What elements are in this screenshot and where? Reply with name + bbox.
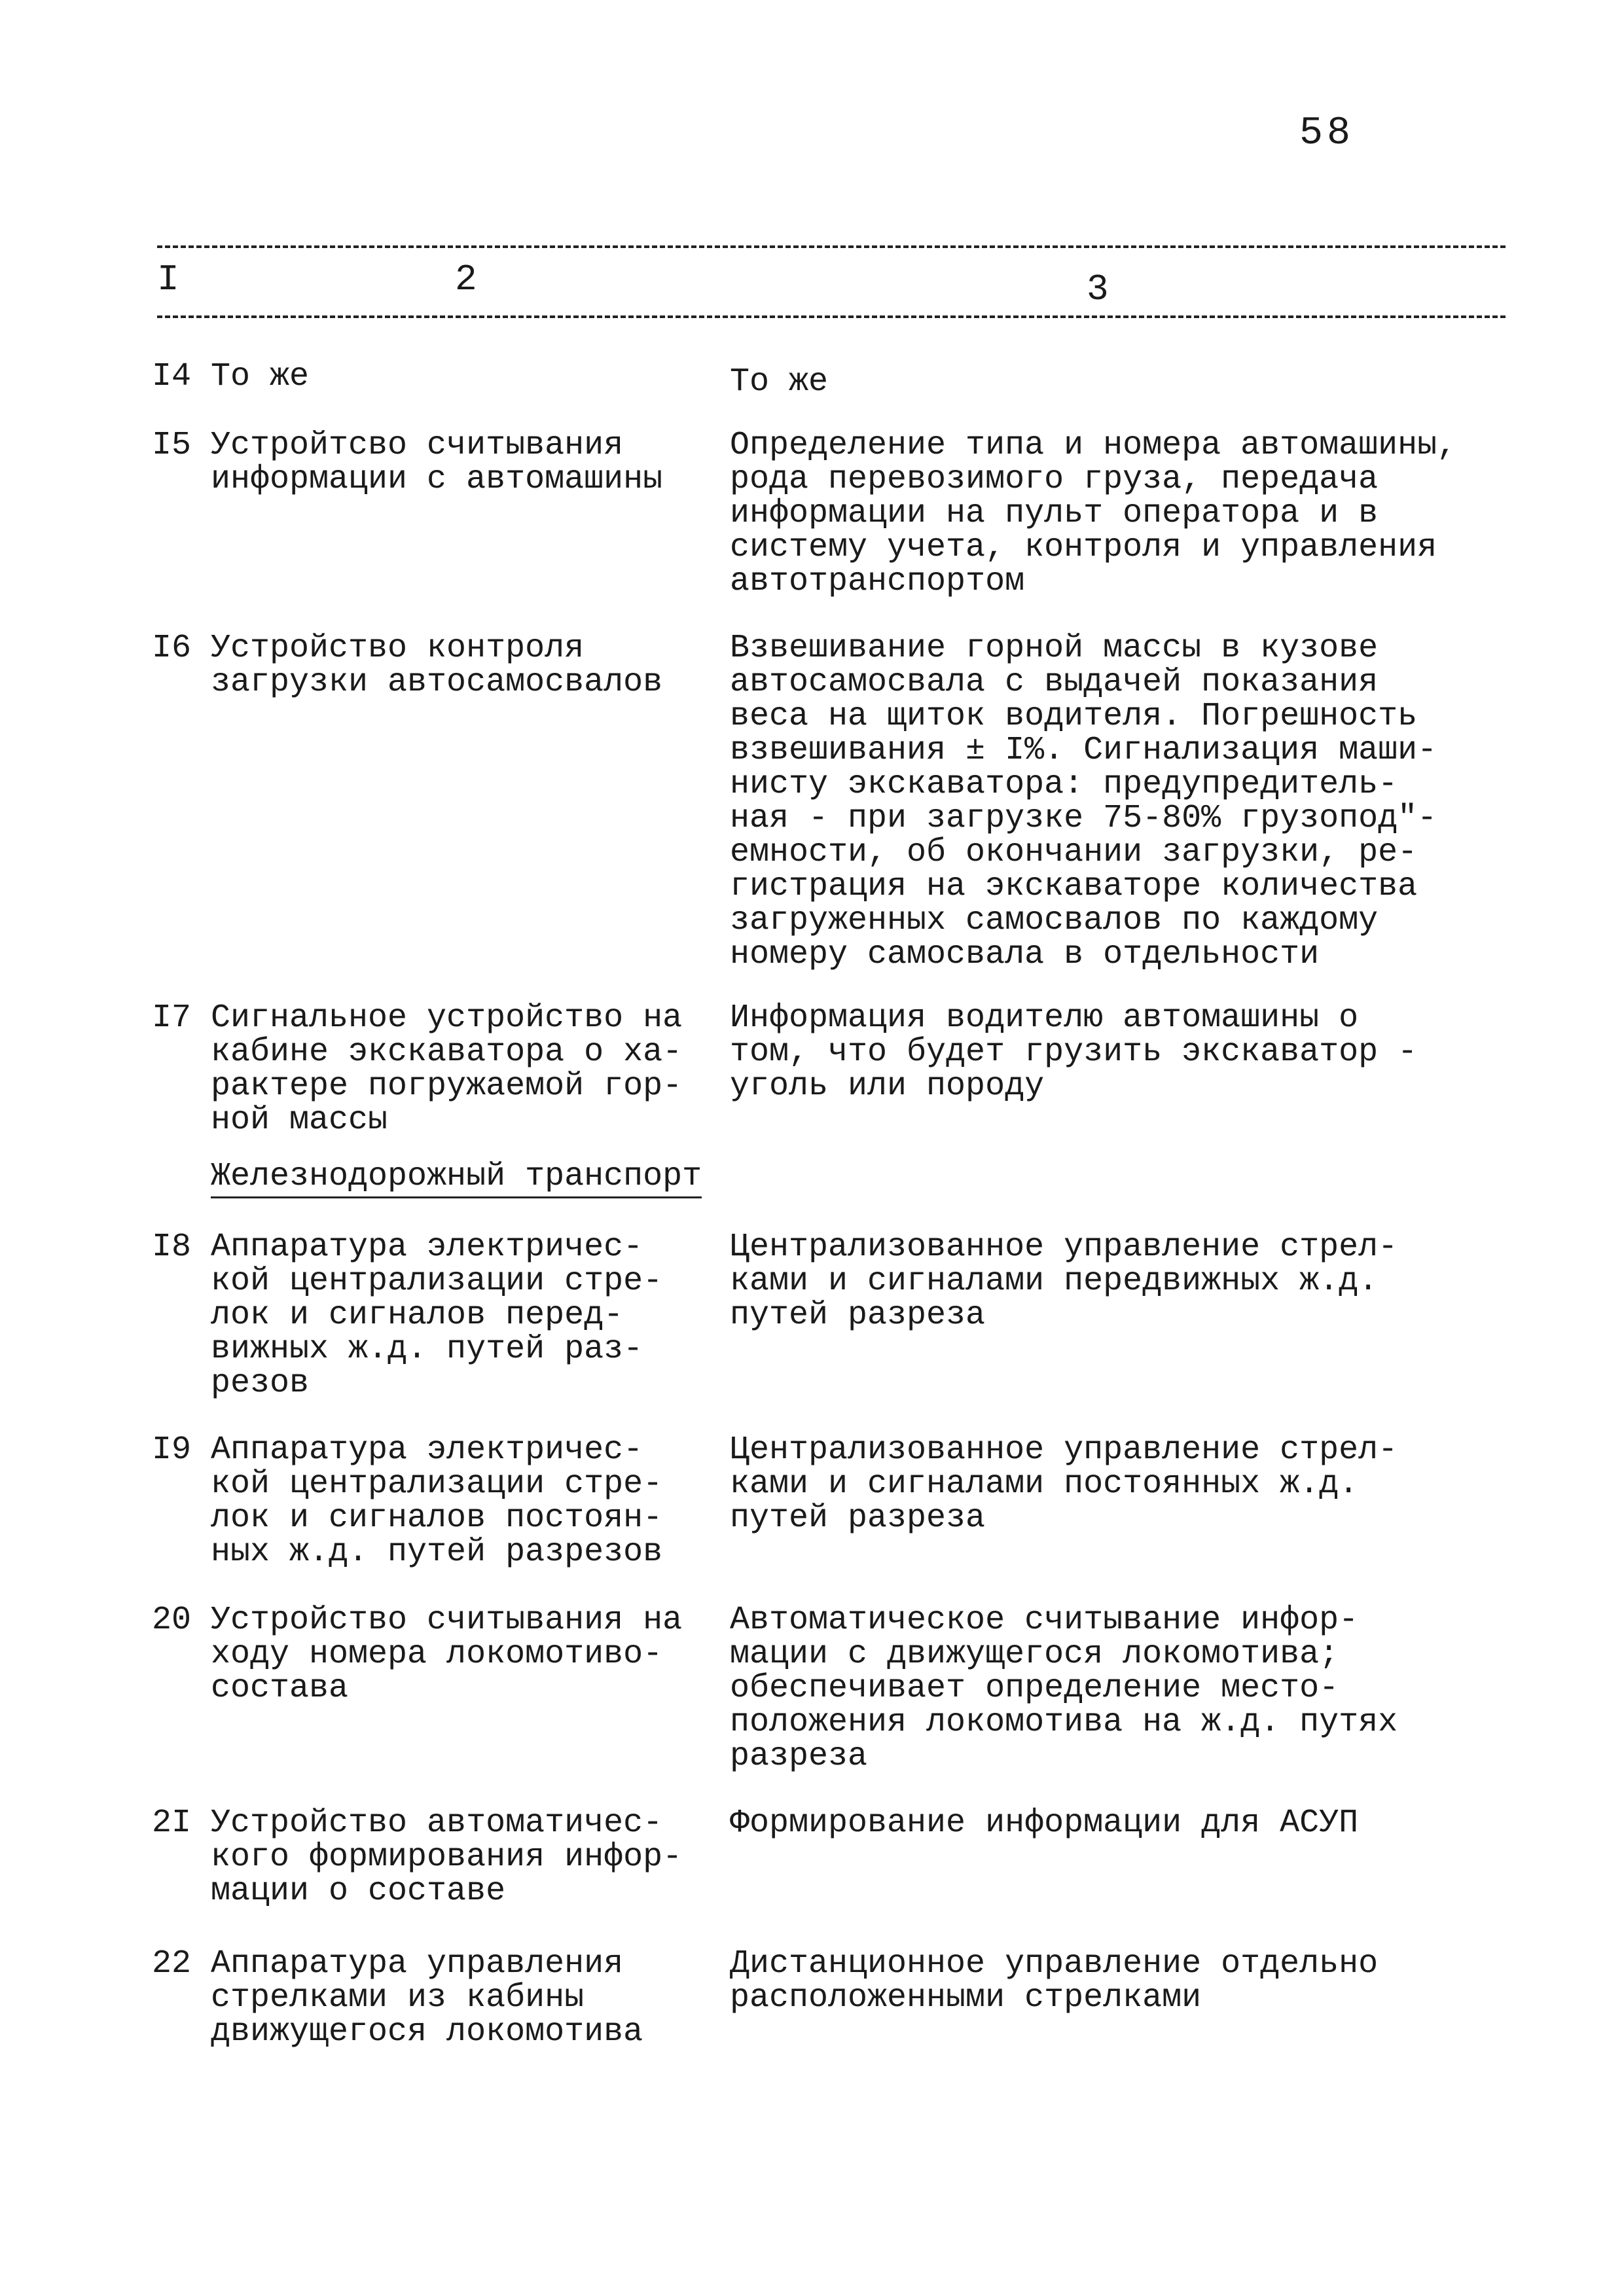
row-number: I8 bbox=[152, 1229, 192, 1266]
row-number: I7 bbox=[152, 999, 192, 1037]
equipment-name: Аппаратура электричес- кой централизации стре- лок и сигналов постоян- ных ж.д. путей разрезов bbox=[211, 1431, 663, 1571]
equipment-description: То же bbox=[730, 363, 829, 401]
equipment-description: Централизованное управление стрел- ками и сигналами передвижных ж.д. путей разреза bbox=[730, 1229, 1398, 1334]
row-number: 2I bbox=[152, 1804, 192, 1842]
equipment-description: Дистанционное управление отдельно расположенными стрелками bbox=[730, 1945, 1379, 2017]
row-number: I5 bbox=[152, 427, 192, 464]
equipment-description: Централизованное управление стрел- ками и сигналами постоянных ж.д. путей разреза bbox=[730, 1431, 1398, 1537]
column-header-2: 2 bbox=[455, 259, 477, 300]
header-rule-top bbox=[157, 245, 1506, 248]
equipment-name: Аппаратура управления стрелками из кабины движущегося локомотива bbox=[211, 1945, 643, 2051]
equipment-description: Информация водителю автомашины о том, что будет грузить экскаватор - уголь или породу bbox=[730, 999, 1418, 1105]
row-number: I9 bbox=[152, 1431, 192, 1469]
row-number: 22 bbox=[152, 1945, 192, 1982]
equipment-name: То же bbox=[211, 358, 310, 395]
equipment-description: Автоматическое считывание инфор- мации с движущегося локомотива; обеспечивает определение место- положения локомотива на ж.д. путях разреза bbox=[730, 1602, 1398, 1775]
column-header-1: I bbox=[157, 259, 179, 300]
equipment-name: Аппаратура электричес- кой централизации стре- лок и сигналов перед- вижных ж.д. путей раз- резов bbox=[211, 1229, 663, 1402]
equipment-description: Формирование информации для АСУП bbox=[730, 1804, 1359, 1842]
equipment-name: Сигнальное устройство на кабине экскаватора о ха- рактере погружаемой гор- ной массы bbox=[211, 999, 683, 1139]
equipment-description: Определение типа и номера автомашины, рода перевозимого груза, передача информации на пульт оператора и в систему учета, контроля и управления автотранспортом bbox=[730, 427, 1457, 600]
equipment-name: Устройство автоматичес- кого формирования инфор- мации о составе bbox=[211, 1804, 683, 1910]
equipment-description: Взвешивание горной массы в кузове автосамосвала с выдачей показания веса на щиток водителя. Погрешность взвешивания ± I%. Сигнализация маши- нисту экскаватора: предупредитель- ная - при загрузке 75-80% грузопод"- емности, об окончании загрузки, ре- гистрация на экскаваторе количества загруженных самосвалов по каждому номеру самосвала в отдельности bbox=[730, 630, 1437, 973]
page-number: 58 bbox=[1299, 111, 1355, 156]
equipment-name: Устройство контроля загрузки автосамосвалов bbox=[211, 630, 663, 701]
row-number: I6 bbox=[152, 630, 192, 667]
row-number: I4 bbox=[152, 358, 192, 395]
section-heading: Железнодорожный транспорт bbox=[211, 1158, 702, 1198]
equipment-name: Устройтсво считывания информации с автомашины bbox=[211, 427, 663, 498]
row-number: 20 bbox=[152, 1602, 192, 1639]
equipment-name: Устройство считывания на ходу номера локомотиво- состава bbox=[211, 1602, 683, 1707]
column-header-3: 3 bbox=[1087, 268, 1109, 310]
header-rule-bottom bbox=[157, 315, 1506, 318]
